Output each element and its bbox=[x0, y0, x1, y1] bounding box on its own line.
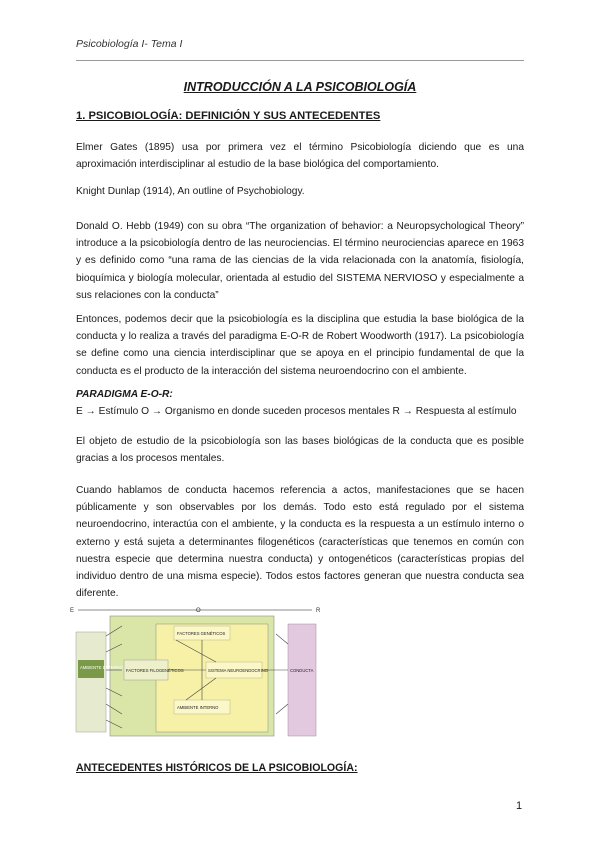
eor-diagram-svg bbox=[70, 604, 326, 739]
letter-r: R bbox=[316, 608, 321, 614]
ambient-label: AMBIENTE EXTERNO bbox=[80, 665, 123, 670]
conduct-box bbox=[288, 624, 316, 736]
paragraph-definition: Entonces, podemos decir que la psicobiología es la disciplina que estudia la base biológica de la conducta y lo realiza a través del paradigma E-O-R de Robert Woodworth (1917). La psicobiología se define como una ciencia interdisciplinar que se apoya en el principio fundamental de que la conducta es el producto de la interacción del sistema neuroendocrino con el ambiente. bbox=[76, 314, 524, 377]
history-heading: ANTECEDENTES HISTÓRICOS DE LA PSICOBIOLOGÍA: bbox=[76, 762, 358, 774]
phylogenetic-label: FACTORES FILOGENÉTICOS bbox=[126, 668, 184, 673]
conduct-label: CONDUCTA bbox=[290, 668, 314, 673]
paragraph-hebb: Donald O. Hebb (1949) con su obra “The organization of behavior: a Neuropsychological Theory” introduce a la psicobiología dentro de las neurociencias. El término neurociencias aparece en 1963 y es definido como “una rama de las ciencias de la vida relacionada con la anatomía, fisiología, bioquímica y biología molecular, orientada al estudio del SISTEMA NERVIOSO y especialmente a sus relaciones con la conducta” bbox=[76, 221, 524, 301]
eor-diagram bbox=[70, 604, 326, 739]
paragraph-gates: Elmer Gates (1895) usa por primera vez el término Psicobiología diciendo que es una aproximación interdisciplinar al estudio de la base biológica del comportamiento. bbox=[76, 142, 524, 171]
neuroendocrine-label: SISTEMA NEUROENDOCRINO bbox=[208, 668, 269, 673]
paradigm-heading: PARADIGMA E-O-R: bbox=[76, 389, 173, 400]
page-number: 1 bbox=[516, 800, 523, 812]
header-divider bbox=[76, 60, 524, 61]
genetic-label: FACTORES GENÉTICOS bbox=[177, 631, 226, 636]
paradigm-line: E → Estímulo O → Organismo en donde suceden procesos mentales R → Respuesta al estímulo bbox=[76, 406, 517, 417]
paragraph-object: El objeto de estudio de la psicobiología son las bases biológicas de la conducta que es posible gracias a los procesos mentales. bbox=[76, 436, 524, 465]
internal-label: AMBIENTE INTERNO bbox=[177, 705, 219, 710]
letter-e: E bbox=[70, 608, 75, 614]
page-title: INTRODUCCIÓN A LA PSICOBIOLOGÍA bbox=[183, 80, 417, 94]
section-heading: 1. PSICOBIOLOGÍA: DEFINICIÓN Y SUS ANTECEDENTES bbox=[76, 110, 381, 122]
paragraph-behavior: Cuando hablamos de conducta hacemos referencia a actos, manifestaciones que se hacen públicamente y son observables por los demás. Todo esto está regulado por el sistema neuroendocrino, interactúa con el ambiente, y la conducta es la respuesta a un estímulo interno o externo y está sujeta a determinantes filogenéticos (características que tenemos en común con nuestra especie que determina nuestra conducta) y ontogenéticos (características propias del individuo dentro de una misma especie). Todos estos factores generan que nuestra conducta sea diferente. bbox=[76, 485, 524, 600]
running-header: Psicobiología I- Tema I bbox=[76, 38, 183, 50]
ambient-box bbox=[76, 632, 106, 732]
paragraph-dunlap: Knight Dunlap (1914), An outline of Psychobiology. bbox=[76, 186, 305, 197]
letter-o: O bbox=[196, 608, 201, 614]
